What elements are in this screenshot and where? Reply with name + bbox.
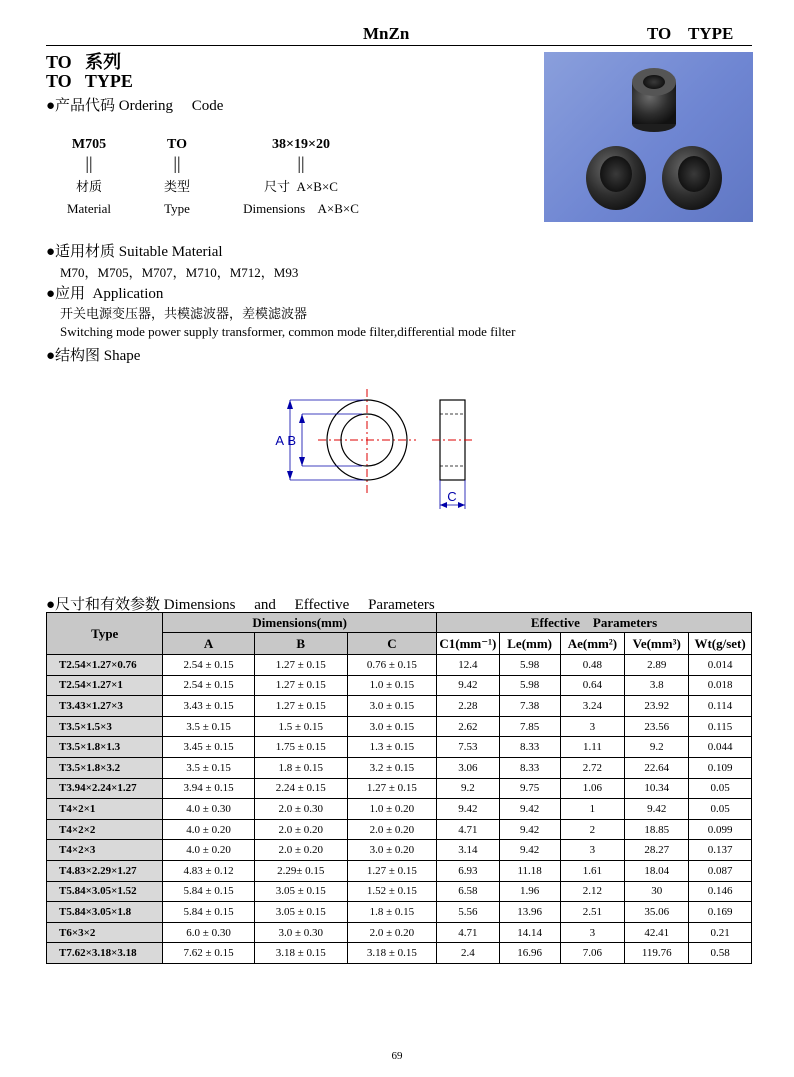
cell-c1: 3.14 bbox=[436, 840, 499, 861]
application-en: Switching mode power supply transformer, common mode filter,differential mode filter bbox=[60, 324, 516, 339]
title-en: TO TYPE bbox=[46, 71, 133, 91]
code-dimensions bbox=[226, 137, 376, 217]
cell-a: 2.54 ± 0.15 bbox=[163, 675, 254, 696]
table-row bbox=[47, 716, 752, 737]
cell-le: 7.38 bbox=[499, 696, 560, 717]
cell-ve: 28.27 bbox=[625, 840, 689, 861]
product-photo bbox=[544, 52, 753, 222]
cell-wt: 0.087 bbox=[689, 860, 752, 881]
cell-type: T4×2×3 bbox=[47, 840, 163, 861]
cell-wt: 0.115 bbox=[689, 716, 752, 737]
cell-ae: 2 bbox=[560, 819, 625, 840]
header-material: MnZn bbox=[363, 24, 410, 43]
cell-a: 3.94 ± 0.15 bbox=[163, 778, 254, 799]
cell-type: T3.5×1.8×3.2 bbox=[47, 757, 163, 778]
cell-type: T2.54×1.27×1 bbox=[47, 675, 163, 696]
cell-wt: 0.146 bbox=[689, 881, 752, 902]
cell-c: 1.3 ± 0.15 bbox=[347, 737, 436, 758]
material-heading: ●适用材质 Suitable Material bbox=[46, 244, 223, 260]
code-dimensions-en: Dimensions A×B×C bbox=[243, 201, 359, 216]
cell-c1: 4.71 bbox=[436, 819, 499, 840]
header-rule bbox=[46, 45, 752, 46]
cell-a: 3.45 ± 0.15 bbox=[163, 737, 254, 758]
cell-le: 5.98 bbox=[499, 675, 560, 696]
dim-b-arrow-bottom bbox=[299, 457, 305, 466]
table-row bbox=[47, 943, 752, 964]
cell-ve: 23.92 bbox=[625, 696, 689, 717]
cell-le: 13.96 bbox=[499, 902, 560, 923]
cell-wt: 0.014 bbox=[689, 655, 752, 676]
cell-le: 11.18 bbox=[499, 860, 560, 881]
col-ae: Ae(mm²) bbox=[560, 633, 625, 655]
cell-type: T5.84×3.05×1.52 bbox=[47, 881, 163, 902]
dim-a-arrow-top bbox=[287, 400, 293, 409]
col-group-effective: Effective Parameters bbox=[436, 613, 751, 633]
code-type-separator: || bbox=[173, 153, 181, 173]
cell-wt: 0.018 bbox=[689, 675, 752, 696]
cell-b: 1.27 ± 0.15 bbox=[254, 696, 347, 717]
dim-a-label: A bbox=[275, 433, 284, 448]
application-cn: 开关电源变压器，共模滤波器，差模滤波器 bbox=[60, 306, 308, 321]
cell-b: 1.5 ± 0.15 bbox=[254, 716, 347, 737]
cell-ae: 0.64 bbox=[560, 675, 625, 696]
cell-c: 3.0 ± 0.20 bbox=[347, 840, 436, 861]
cell-ve: 30 bbox=[625, 881, 689, 902]
cell-ve: 3.8 bbox=[625, 675, 689, 696]
cell-ve: 42.41 bbox=[625, 922, 689, 943]
cell-c1: 2.28 bbox=[436, 696, 499, 717]
cell-c1: 6.93 bbox=[436, 860, 499, 881]
cell-c1: 2.4 bbox=[436, 943, 499, 964]
cell-ae: 3.24 bbox=[560, 696, 625, 717]
col-wt: Wt(g/set) bbox=[689, 633, 752, 655]
cell-c: 0.76 ± 0.15 bbox=[347, 655, 436, 676]
table-body bbox=[47, 655, 752, 964]
cell-type: T4×2×2 bbox=[47, 819, 163, 840]
cell-a: 4.0 ± 0.20 bbox=[163, 840, 254, 861]
cell-b: 3.05 ± 0.15 bbox=[254, 881, 347, 902]
cell-c: 1.8 ± 0.15 bbox=[347, 902, 436, 923]
cell-b: 3.0 ± 0.30 bbox=[254, 922, 347, 943]
cell-ae: 1 bbox=[560, 799, 625, 820]
cell-a: 7.62 ± 0.15 bbox=[163, 943, 254, 964]
dim-b-arrow-top bbox=[299, 414, 305, 423]
cell-c1: 7.53 bbox=[436, 737, 499, 758]
cell-ve: 9.42 bbox=[625, 799, 689, 820]
cell-ve: 2.89 bbox=[625, 655, 689, 676]
cell-b: 2.0 ± 0.20 bbox=[254, 819, 347, 840]
cell-ae: 3 bbox=[560, 840, 625, 861]
col-ve: Ve(mm³) bbox=[625, 633, 689, 655]
col-group-dimensions: Dimensions(mm) bbox=[163, 613, 436, 633]
cell-type: T4.83×2.29×1.27 bbox=[47, 860, 163, 881]
cell-c: 1.27 ± 0.15 bbox=[347, 778, 436, 799]
cell-le: 5.98 bbox=[499, 655, 560, 676]
cell-le: 1.96 bbox=[499, 881, 560, 902]
col-b: B bbox=[254, 633, 347, 655]
cell-c1: 9.2 bbox=[436, 778, 499, 799]
cell-ae: 2.72 bbox=[560, 757, 625, 778]
cell-ae: 0.48 bbox=[560, 655, 625, 676]
cell-ae: 1.06 bbox=[560, 778, 625, 799]
dim-c-label: C bbox=[447, 489, 457, 504]
col-c1: C1(mm⁻¹) bbox=[436, 633, 499, 655]
code-material-value: M705 bbox=[71, 137, 107, 152]
cell-type: T3.43×1.27×3 bbox=[47, 696, 163, 717]
cell-type: T5.84×3.05×1.8 bbox=[47, 902, 163, 923]
title-cn: TO 系列 bbox=[46, 52, 122, 72]
cell-c: 3.18 ± 0.15 bbox=[347, 943, 436, 964]
dims-heading: ●尺寸和有效参数 Dimensions and Effective Parameters bbox=[46, 597, 435, 613]
cell-c: 1.27 ± 0.15 bbox=[347, 860, 436, 881]
table-row bbox=[47, 737, 752, 758]
cell-b: 2.29± 0.15 bbox=[254, 860, 347, 881]
cell-type: T3.5×1.5×3 bbox=[47, 716, 163, 737]
code-material bbox=[60, 137, 118, 217]
cell-a: 4.83 ± 0.12 bbox=[163, 860, 254, 881]
cell-le: 14.14 bbox=[499, 922, 560, 943]
material-list: M70，M705，M707，M710，M712，M93 bbox=[60, 265, 299, 280]
cell-c: 1.52 ± 0.15 bbox=[347, 881, 436, 902]
code-dimensions-separator: || bbox=[297, 153, 305, 173]
table-row bbox=[47, 922, 752, 943]
cell-wt: 0.169 bbox=[689, 902, 752, 923]
cell-le: 8.33 bbox=[499, 737, 560, 758]
code-material-separator: || bbox=[85, 153, 93, 173]
cell-ve: 22.64 bbox=[625, 757, 689, 778]
table-row bbox=[47, 840, 752, 861]
cell-a: 3.43 ± 0.15 bbox=[163, 696, 254, 717]
cell-b: 1.27 ± 0.15 bbox=[254, 675, 347, 696]
table-row bbox=[47, 860, 752, 881]
cell-c: 2.0 ± 0.20 bbox=[347, 819, 436, 840]
table-row bbox=[47, 881, 752, 902]
cell-b: 1.75 ± 0.15 bbox=[254, 737, 347, 758]
table-row bbox=[47, 757, 752, 778]
cell-a: 4.0 ± 0.20 bbox=[163, 819, 254, 840]
cell-wt: 0.114 bbox=[689, 696, 752, 717]
cell-ve: 9.2 bbox=[625, 737, 689, 758]
col-le: Le(mm) bbox=[499, 633, 560, 655]
dim-c-arrow-right bbox=[458, 502, 465, 508]
cell-type: T7.62×3.18×3.18 bbox=[47, 943, 163, 964]
cell-a: 3.5 ± 0.15 bbox=[163, 716, 254, 737]
cell-c: 1.0 ± 0.20 bbox=[347, 799, 436, 820]
cell-le: 9.42 bbox=[499, 819, 560, 840]
cell-c1: 2.62 bbox=[436, 716, 499, 737]
cell-le: 16.96 bbox=[499, 943, 560, 964]
ordering-heading: ●产品代码 Ordering Code bbox=[46, 98, 224, 114]
cell-c1: 12.4 bbox=[436, 655, 499, 676]
cell-type: T6×3×2 bbox=[47, 922, 163, 943]
code-type bbox=[148, 137, 206, 217]
cell-wt: 0.044 bbox=[689, 737, 752, 758]
cell-ae: 2.12 bbox=[560, 881, 625, 902]
cell-wt: 0.137 bbox=[689, 840, 752, 861]
cell-le: 8.33 bbox=[499, 757, 560, 778]
header-type: TO TYPE bbox=[647, 24, 734, 43]
cell-wt: 0.05 bbox=[689, 799, 752, 820]
cell-ae: 7.06 bbox=[560, 943, 625, 964]
cell-c1: 3.06 bbox=[436, 757, 499, 778]
cell-wt: 0.58 bbox=[689, 943, 752, 964]
cell-ae: 3 bbox=[560, 922, 625, 943]
col-c: C bbox=[347, 633, 436, 655]
table-row bbox=[47, 819, 752, 840]
cell-ve: 18.04 bbox=[625, 860, 689, 881]
table-row bbox=[47, 696, 752, 717]
table-row bbox=[47, 675, 752, 696]
dim-b-label: B bbox=[287, 433, 296, 448]
cell-b: 1.27 ± 0.15 bbox=[254, 655, 347, 676]
code-type-value: TO bbox=[167, 137, 187, 152]
cell-type: T4×2×1 bbox=[47, 799, 163, 820]
cell-c1: 6.58 bbox=[436, 881, 499, 902]
table-row bbox=[47, 902, 752, 923]
shape-heading: ●结构图 Shape bbox=[46, 348, 141, 364]
table-row bbox=[47, 655, 752, 676]
cell-ae: 1.61 bbox=[560, 860, 625, 881]
cell-c: 3.0 ± 0.15 bbox=[347, 716, 436, 737]
cell-c: 1.0 ± 0.15 bbox=[347, 675, 436, 696]
cell-b: 2.0 ± 0.20 bbox=[254, 840, 347, 861]
shape-diagram bbox=[270, 385, 480, 515]
col-type: Type bbox=[47, 613, 163, 655]
cell-le: 9.42 bbox=[499, 799, 560, 820]
cell-type: T2.54×1.27×0.76 bbox=[47, 655, 163, 676]
cell-a: 2.54 ± 0.15 bbox=[163, 655, 254, 676]
cell-wt: 0.099 bbox=[689, 819, 752, 840]
cell-le: 9.42 bbox=[499, 840, 560, 861]
cell-c1: 4.71 bbox=[436, 922, 499, 943]
code-type-en: Type bbox=[164, 201, 190, 216]
dim-c-arrow-left bbox=[440, 502, 447, 508]
cell-a: 3.5 ± 0.15 bbox=[163, 757, 254, 778]
cell-a: 6.0 ± 0.30 bbox=[163, 922, 254, 943]
code-material-en: Material bbox=[66, 201, 112, 216]
page-number: 69 bbox=[391, 1050, 403, 1062]
cell-ae: 3 bbox=[560, 716, 625, 737]
cell-c1: 9.42 bbox=[436, 799, 499, 820]
cell-ve: 18.85 bbox=[625, 819, 689, 840]
cell-c: 3.0 ± 0.15 bbox=[347, 696, 436, 717]
cell-c: 3.2 ± 0.15 bbox=[347, 757, 436, 778]
code-material-cn: 材质 bbox=[75, 179, 102, 194]
cell-a: 4.0 ± 0.30 bbox=[163, 799, 254, 820]
cell-le: 9.75 bbox=[499, 778, 560, 799]
cell-ve: 10.34 bbox=[625, 778, 689, 799]
cell-wt: 0.109 bbox=[689, 757, 752, 778]
dim-a-arrow-bottom bbox=[287, 471, 293, 480]
cell-a: 5.84 ± 0.15 bbox=[163, 881, 254, 902]
cell-b: 2.0 ± 0.30 bbox=[254, 799, 347, 820]
cell-ve: 35.06 bbox=[625, 902, 689, 923]
cell-ae: 1.11 bbox=[560, 737, 625, 758]
code-type-cn: 类型 bbox=[163, 179, 190, 194]
ferrite-cores-image bbox=[544, 52, 753, 222]
cell-wt: 0.05 bbox=[689, 778, 752, 799]
application-heading: ●应用 Application bbox=[46, 286, 164, 302]
dimensions-table bbox=[46, 612, 752, 964]
cell-a: 5.84 ± 0.15 bbox=[163, 902, 254, 923]
code-dimensions-value: 38×19×20 bbox=[272, 137, 330, 152]
cell-wt: 0.21 bbox=[689, 922, 752, 943]
cell-b: 3.18 ± 0.15 bbox=[254, 943, 347, 964]
cell-c: 2.0 ± 0.20 bbox=[347, 922, 436, 943]
cell-c1: 5.56 bbox=[436, 902, 499, 923]
cell-type: T3.5×1.8×1.3 bbox=[47, 737, 163, 758]
code-dimensions-cn: 尺寸 A×B×C bbox=[264, 179, 338, 194]
col-a: A bbox=[163, 633, 254, 655]
cell-type: T3.94×2.24×1.27 bbox=[47, 778, 163, 799]
cell-c1: 9.42 bbox=[436, 675, 499, 696]
cell-b: 1.8 ± 0.15 bbox=[254, 757, 347, 778]
cell-ae: 2.51 bbox=[560, 902, 625, 923]
cell-le: 7.85 bbox=[499, 716, 560, 737]
table-row bbox=[47, 778, 752, 799]
table-row bbox=[47, 799, 752, 820]
cell-b: 2.24 ± 0.15 bbox=[254, 778, 347, 799]
cell-b: 3.05 ± 0.15 bbox=[254, 902, 347, 923]
cell-ve: 119.76 bbox=[625, 943, 689, 964]
cell-ve: 23.56 bbox=[625, 716, 689, 737]
